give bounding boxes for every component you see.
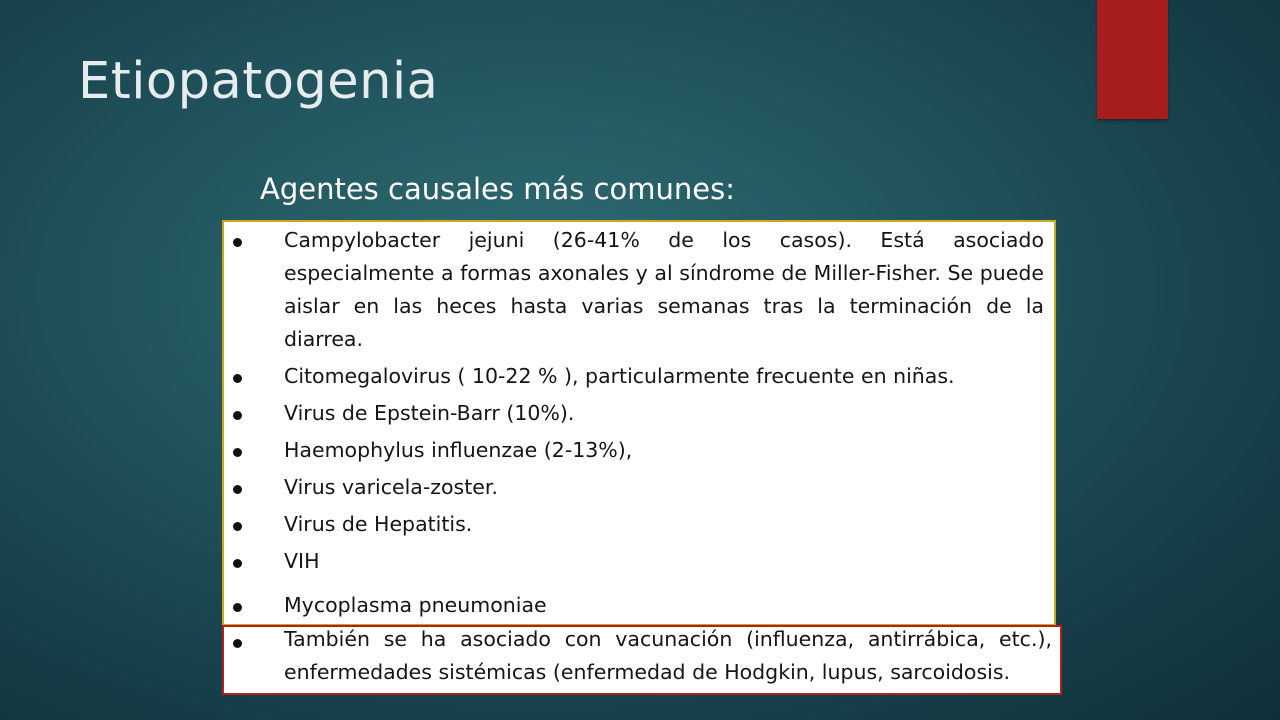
- slide-title: Etiopatogenia: [78, 52, 439, 111]
- list-item-text: Campylobacter jejuni (26-41% de los casos). Está asociado especialmente a formas axonales y al síndrome de Miller-Fisher. Se puede aislar en las heces hasta varias semanas tras la terminación de la diarrea.: [284, 228, 1044, 351]
- list-item: [224, 434, 1054, 467]
- causal-agents-list: [224, 222, 1054, 622]
- list-item: [224, 360, 1054, 393]
- list-item-text: VIH: [284, 549, 320, 573]
- bullet-icon: [233, 639, 242, 648]
- bullet-icon: [233, 522, 242, 531]
- bullet-icon: [233, 374, 242, 383]
- note-box: [222, 625, 1062, 695]
- list-item-text: Virus varicela-zoster.: [284, 475, 498, 499]
- list-item: [224, 589, 1054, 622]
- list-item: [224, 471, 1054, 504]
- bullet-icon: [233, 603, 242, 612]
- list-item: [224, 545, 1054, 578]
- accent-bar: [1097, 0, 1168, 119]
- list-item-text: Mycoplasma pneumoniae: [284, 593, 547, 617]
- bullet-icon: [233, 411, 242, 420]
- bullet-icon: [233, 238, 242, 247]
- list-item: [224, 508, 1054, 541]
- bullet-icon: [233, 559, 242, 568]
- note-text: También se ha asociado con vacunación (influenza, antirrábica, etc.), enfermedades sistémicas (enfermedad de Hodgkin, lupus, sarcoidosis.: [284, 627, 1052, 684]
- list-item: [224, 397, 1054, 430]
- slide-subtitle: Agentes causales más comunes:: [260, 172, 735, 206]
- causal-agents-box: [222, 220, 1056, 626]
- list-item-text: Virus de Hepatitis.: [284, 512, 473, 536]
- list-item-text: Citomegalovirus ( 10-22 % ), particularmente frecuente en niñas.: [284, 364, 955, 388]
- bullet-icon: [233, 448, 242, 457]
- bullet-icon: [233, 485, 242, 494]
- list-item-text: Virus de Epstein-Barr (10%).: [284, 401, 575, 425]
- list-item: [224, 224, 1054, 356]
- list-item-text: Haemophylus influenzae (2-13%),: [284, 438, 633, 462]
